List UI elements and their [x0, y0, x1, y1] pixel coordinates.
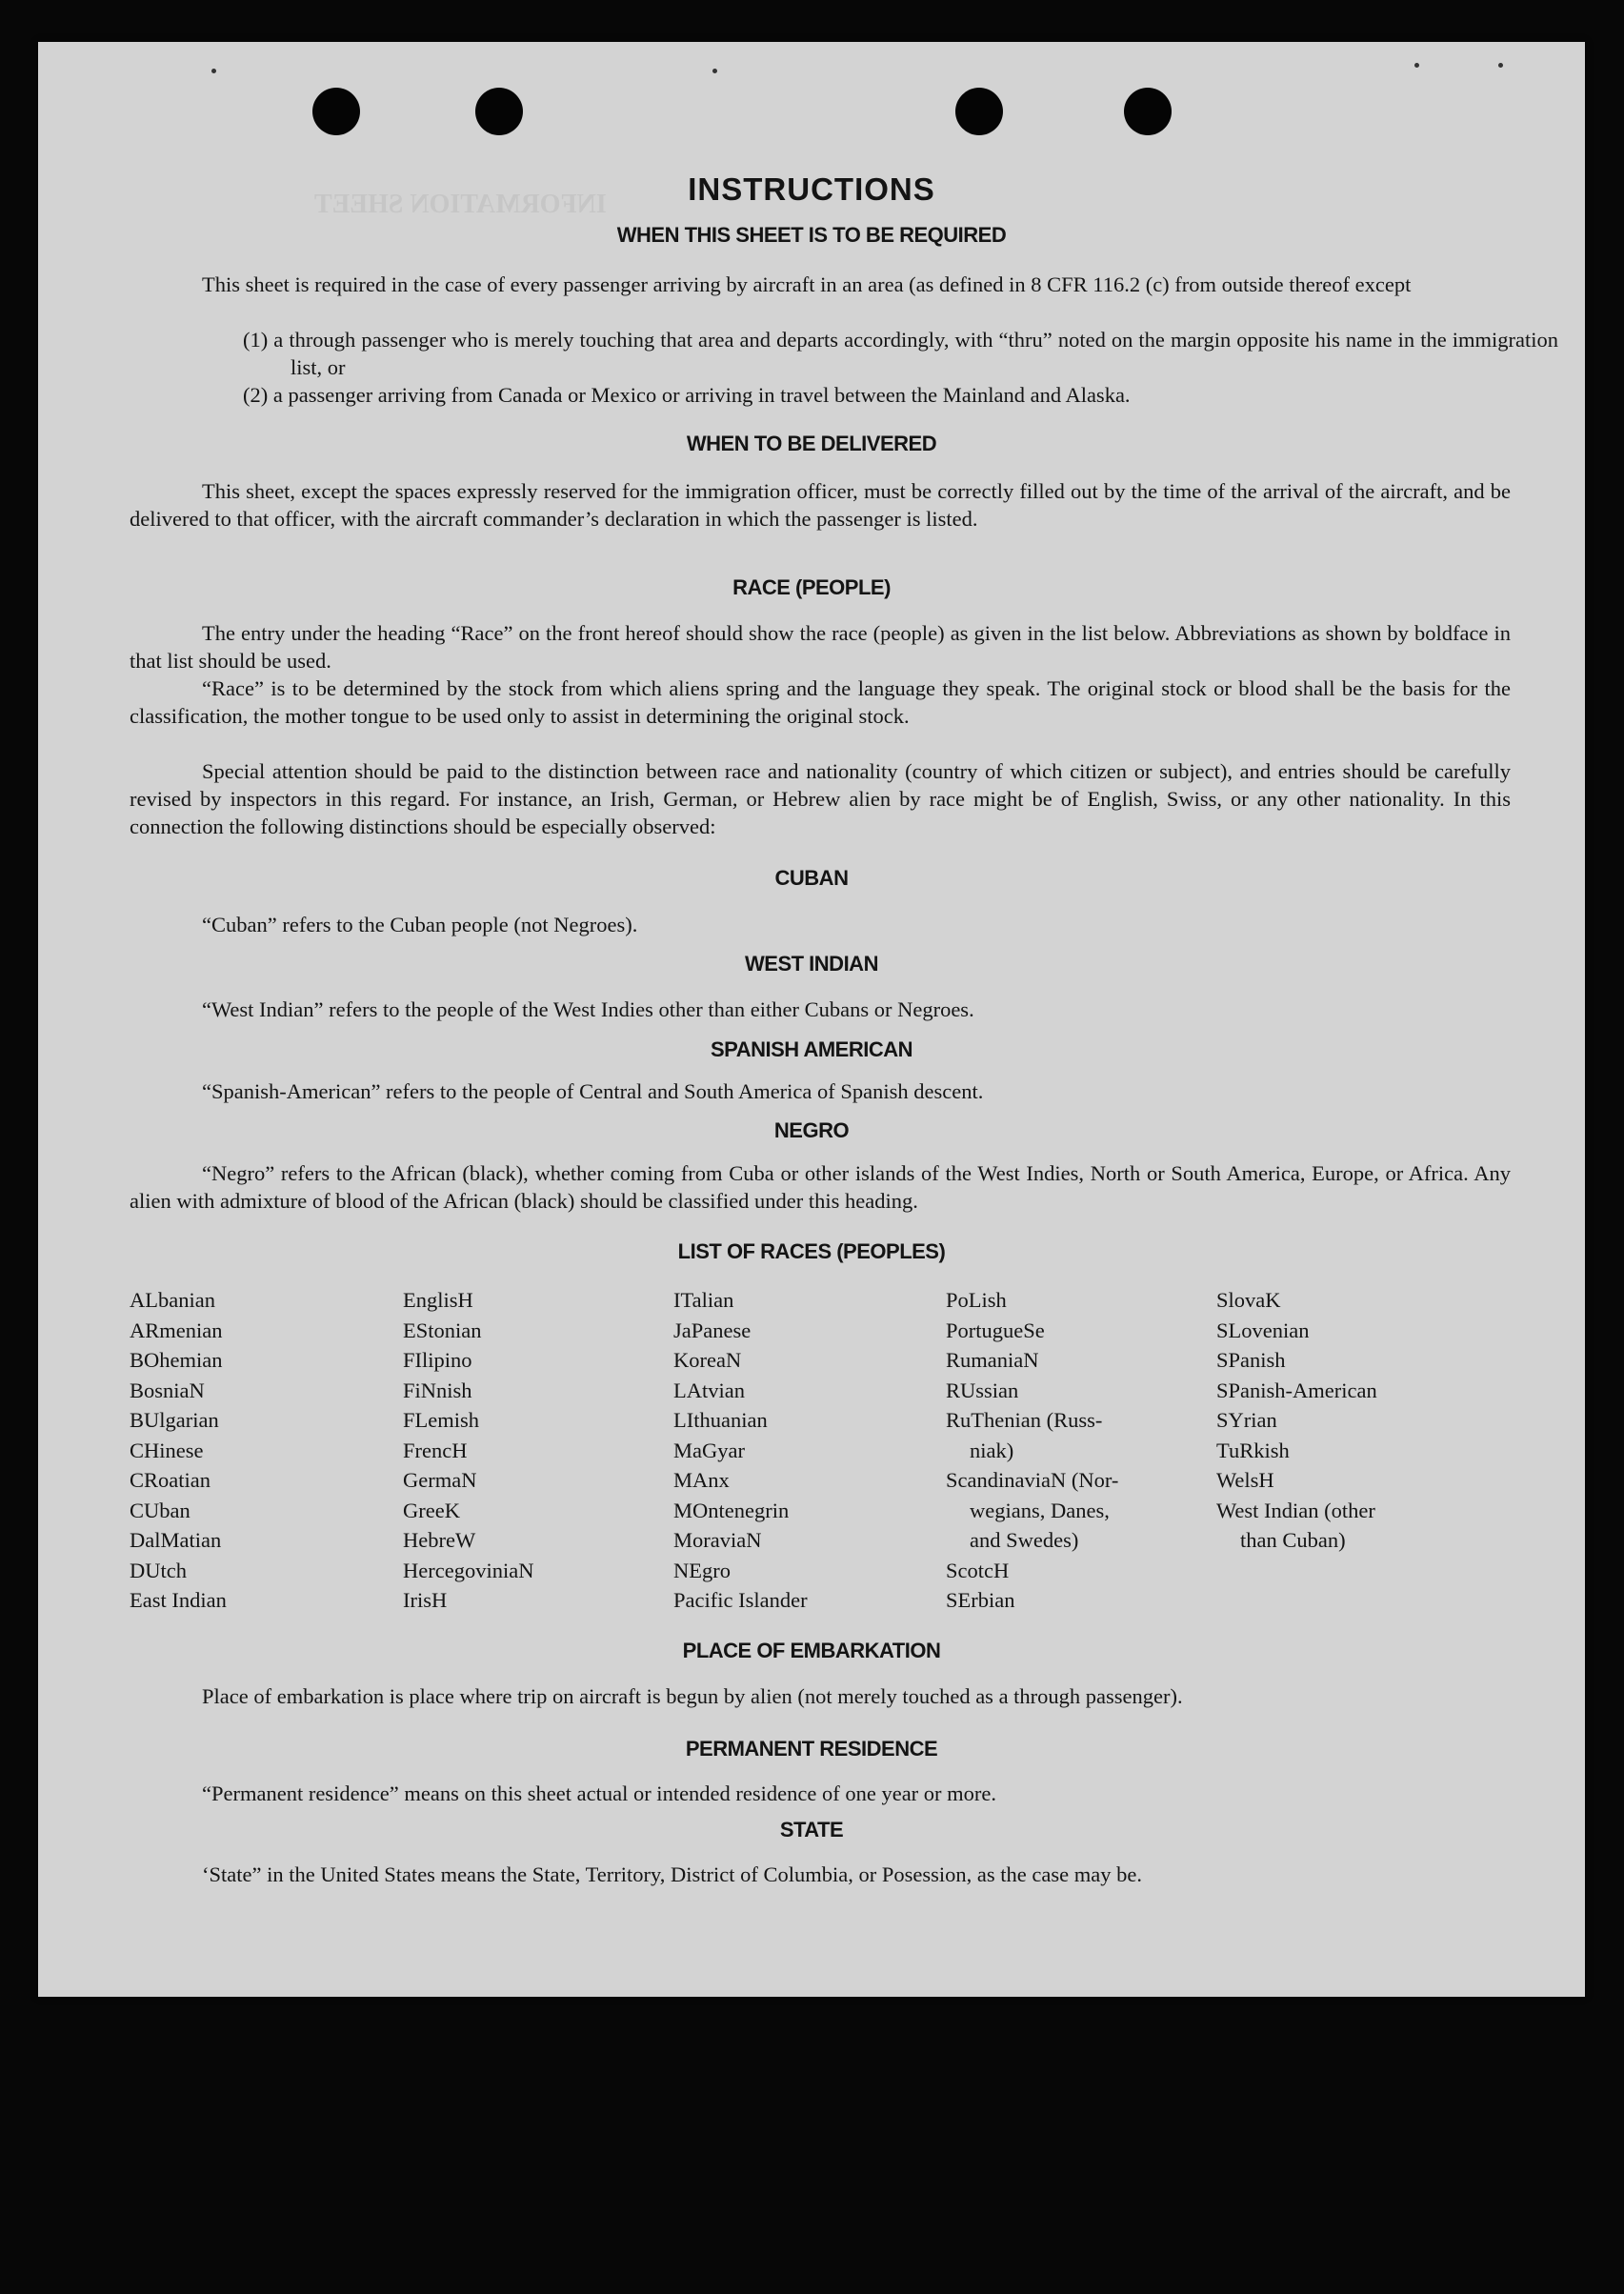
- race-entry: ALbanian: [130, 1288, 215, 1312]
- races-column-5: [1216, 1285, 1377, 1556]
- race-entry: Pacific Islander: [673, 1588, 808, 1612]
- race-entry: CHinese: [130, 1438, 204, 1462]
- race-entry: HercegoviniaN: [403, 1558, 534, 1582]
- race-entry: IrisH: [403, 1588, 448, 1612]
- race-entry: CRoatian: [130, 1468, 211, 1492]
- race-entry: SPanish: [1216, 1348, 1286, 1372]
- race-entry: MoraviaN: [673, 1528, 762, 1552]
- section-heading-required: WHEN THIS SHEET IS TO BE REQUIRED: [616, 223, 1007, 247]
- race-entry: FIlipino: [403, 1348, 472, 1372]
- races-column-2: [403, 1285, 533, 1616]
- spanish-american-text: “Spanish-American” refers to the people of Central and South America of Spanish descent.: [202, 1079, 984, 1103]
- section-heading-cuban: CUBAN: [774, 866, 849, 890]
- race-paragraph-3: Special attention should be paid to the distinction between race and nationality (country of which citizen or subject), and entries should be carefully revised by inspectors in this regard. For instance, an Irish, German, or Hebrew alien by race might be of English, Swiss, or any other nationality. In this connection the following distinctions should be especially observed:: [130, 759, 1511, 838]
- race-entry: CUban: [130, 1498, 190, 1522]
- race-entry: than Cuban): [1240, 1528, 1346, 1552]
- section-heading-negro: NEGRO: [773, 1118, 850, 1142]
- race-entry: DalMatian: [130, 1528, 222, 1552]
- section-heading-spanish-american: SPANISH AMERICAN: [710, 1037, 912, 1061]
- race-entry: niak): [970, 1438, 1014, 1462]
- race-entry: West Indian (other: [1216, 1498, 1375, 1522]
- race-entry: BOhemian: [130, 1348, 223, 1372]
- residence-text: “Permanent residence” means on this sheet actual or intended residence of one year or more.: [202, 1781, 997, 1805]
- race-entry: FLemish: [403, 1408, 480, 1432]
- race-entry: PoLish: [946, 1288, 1007, 1312]
- embarkation-text: Place of embarkation is place where trip on aircraft is begun by alien (not merely touched as a through passenger).: [202, 1684, 1183, 1708]
- race-entry: MAnx: [673, 1468, 730, 1492]
- required-item-1: (1) a through passenger who is merely touching that area and departs accordingly, with “thru” noted on the margin opposite his name in the immigration list, or: [243, 328, 1558, 379]
- speck: [1414, 63, 1419, 68]
- page-title: INSTRUCTIONS: [688, 171, 935, 207]
- race-entry: GreeK: [403, 1498, 460, 1522]
- race-entry: ITalian: [673, 1288, 734, 1312]
- race-entry: JaPanese: [673, 1318, 752, 1342]
- speck: [712, 69, 717, 73]
- state-text: ‘State” in the United States means the State, Territory, District of Columbia, or Posession, as the case may be.: [202, 1862, 1142, 1886]
- races-column-3: [673, 1285, 808, 1616]
- race-entry: EStonian: [403, 1318, 482, 1342]
- race-entry: ScandinaviaN (Nor-: [946, 1468, 1119, 1492]
- race-entry: SLovenian: [1216, 1318, 1310, 1342]
- race-entry: TuRkish: [1216, 1438, 1290, 1462]
- document-page: [38, 42, 1585, 1997]
- required-intro: This sheet is required in the case of every passenger arriving by aircraft in an area (as defined in 8 CFR 116.2 (c) from outside thereof except: [202, 272, 1412, 296]
- section-heading-west-indian: WEST INDIAN: [745, 952, 878, 976]
- section-heading-delivered: WHEN TO BE DELIVERED: [686, 432, 937, 455]
- section-heading-residence: PERMANENT RESIDENCE: [685, 1737, 938, 1761]
- race-entry: GermaN: [403, 1468, 477, 1492]
- race-entry: SPanish-American: [1216, 1378, 1377, 1402]
- race-entry: SYrian: [1216, 1408, 1277, 1432]
- required-item-2: (2) a passenger arriving from Canada or Mexico or arriving in travel between the Mainland and Alaska.: [243, 383, 1131, 407]
- race-entry: SlovaK: [1216, 1288, 1281, 1312]
- race-entry: PortugueSe: [946, 1318, 1045, 1342]
- bleed-through-text: INFORMATION SHEET: [314, 190, 607, 219]
- race-entry: RUssian: [946, 1378, 1019, 1402]
- section-heading-embarkation: PLACE OF EMBARKATION: [682, 1639, 941, 1662]
- race-entry: DUtch: [130, 1558, 187, 1582]
- race-entry: MaGyar: [673, 1438, 745, 1462]
- race-entry: ScotcH: [946, 1558, 1010, 1582]
- section-heading-race: RACE (PEOPLE): [732, 575, 891, 599]
- punch-hole: [312, 88, 360, 135]
- race-entry: RuThenian (Russ-: [946, 1408, 1103, 1432]
- race-entry: East Indian: [130, 1588, 227, 1612]
- race-entry: BUlgarian: [130, 1408, 219, 1432]
- negro-text: “Negro” refers to the African (black), whether coming from Cuba or other islands of the West Indies, North or South America, Europe, or Africa. Any alien with admixture of blood of the African (black) should be classified under this heading.: [130, 1161, 1511, 1213]
- race-entry: NEgro: [673, 1558, 731, 1582]
- race-entry: HebreW: [403, 1528, 476, 1552]
- race-entry: FiNnish: [403, 1378, 472, 1402]
- speck: [211, 69, 216, 73]
- races-column-4: [946, 1285, 1118, 1616]
- race-entry: KoreaN: [673, 1348, 742, 1372]
- race-entry: ARmenian: [130, 1318, 223, 1342]
- race-paragraph-1: The entry under the heading “Race” on the front hereof should show the race (people) as given in the list below. Abbreviations as shown by boldface in that list should be used.: [130, 621, 1511, 673]
- race-entry: LAtvian: [673, 1378, 745, 1402]
- punch-hole: [1124, 88, 1172, 135]
- race-entry: WelsH: [1216, 1468, 1274, 1492]
- race-entry: SErbian: [946, 1588, 1015, 1612]
- races-column-1: [130, 1285, 227, 1616]
- race-entry: RumaniaN: [946, 1348, 1039, 1372]
- race-entry: LIthuanian: [673, 1408, 768, 1432]
- race-paragraph-2: “Race” is to be determined by the stock from which aliens spring and the language they speak. The original stock or blood shall be the basis for the classification, the mother tongue to be used only to assist in determining the original stock.: [130, 676, 1511, 728]
- delivered-text: This sheet, except the spaces expressly reserved for the immigration officer, must be correctly filled out by the time of the arrival of the aircraft, and be delivered to that officer, with the aircraft commander’s declaration in which the passenger is listed.: [130, 479, 1511, 531]
- speck: [1498, 63, 1503, 68]
- section-heading-list: LIST OF RACES (PEOPLES): [677, 1239, 946, 1263]
- race-entry: and Swedes): [970, 1528, 1079, 1552]
- race-entry: FrencH: [403, 1438, 468, 1462]
- punch-hole: [955, 88, 1003, 135]
- race-entry: MOntenegrin: [673, 1498, 790, 1522]
- west-indian-text: “West Indian” refers to the people of the West Indies other than either Cubans or Negroes.: [202, 997, 974, 1021]
- race-entry: EnglisH: [403, 1288, 473, 1312]
- punch-hole: [475, 88, 523, 135]
- race-entry: BosniaN: [130, 1378, 205, 1402]
- race-entry: wegians, Danes,: [970, 1498, 1110, 1522]
- section-heading-state: STATE: [779, 1818, 844, 1841]
- cuban-text: “Cuban” refers to the Cuban people (not Negroes).: [202, 913, 638, 936]
